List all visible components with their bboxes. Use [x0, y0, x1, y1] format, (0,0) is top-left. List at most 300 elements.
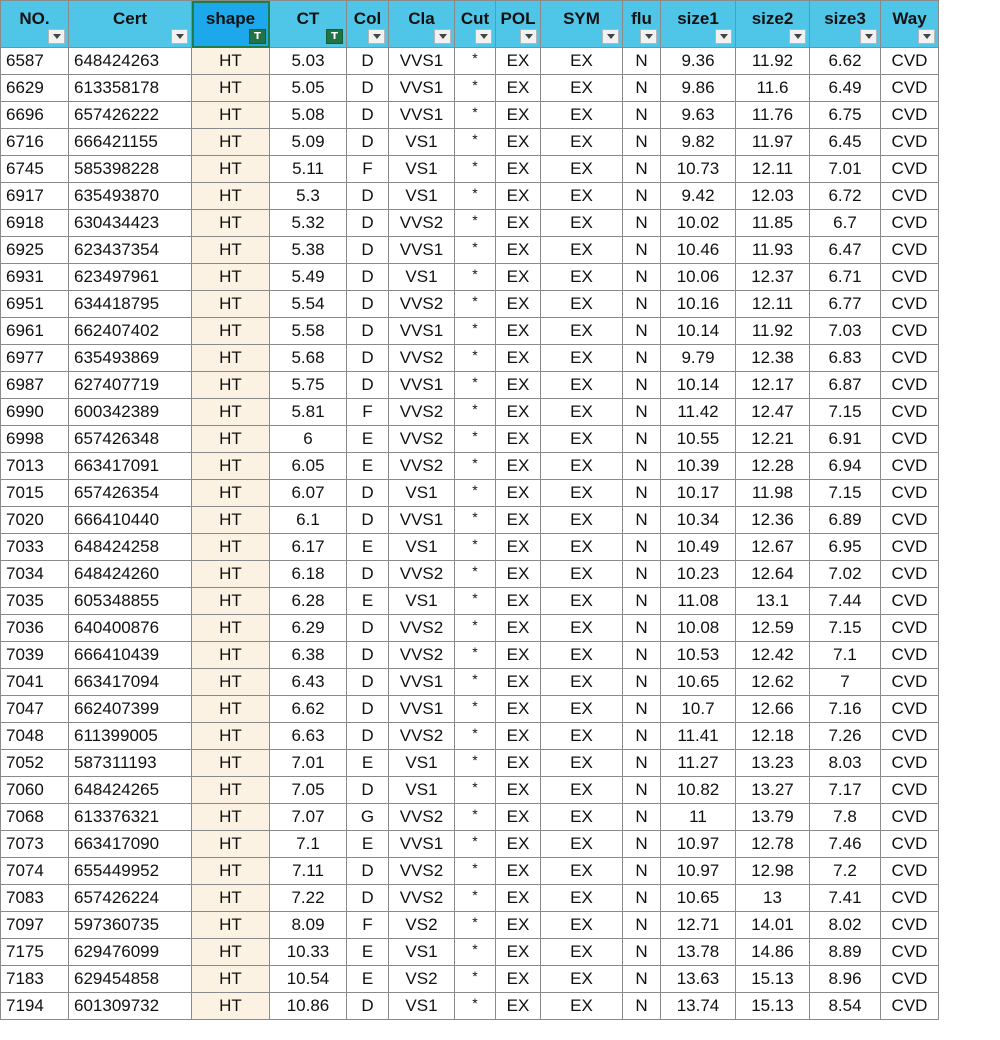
- cell-size1[interactable]: 9.82: [661, 129, 736, 156]
- cell-ct[interactable]: 5.32: [270, 210, 347, 237]
- cell-no[interactable]: 7097: [1, 912, 69, 939]
- cell-cert[interactable]: 666410439: [69, 642, 192, 669]
- cell-ct[interactable]: 10.86: [270, 993, 347, 1020]
- cell-shape[interactable]: HT: [192, 831, 270, 858]
- cell-pol[interactable]: EX: [496, 804, 541, 831]
- cell-cert[interactable]: 630434423: [69, 210, 192, 237]
- cell-pol[interactable]: EX: [496, 48, 541, 75]
- cell-ct[interactable]: 7.11: [270, 858, 347, 885]
- filter-dropdown-button[interactable]: [434, 29, 451, 44]
- cell-cert[interactable]: 613376321: [69, 804, 192, 831]
- cell-size2[interactable]: 12.11: [736, 156, 810, 183]
- cell-size1[interactable]: 9.36: [661, 48, 736, 75]
- cell-sym[interactable]: EX: [541, 912, 623, 939]
- cell-pol[interactable]: EX: [496, 723, 541, 750]
- cell-cla[interactable]: VVS2: [389, 345, 455, 372]
- cell-cert[interactable]: 657426354: [69, 480, 192, 507]
- cell-cut[interactable]: *: [455, 264, 496, 291]
- cell-shape[interactable]: HT: [192, 345, 270, 372]
- cell-sym[interactable]: EX: [541, 237, 623, 264]
- cell-ct[interactable]: 7.1: [270, 831, 347, 858]
- cell-cla[interactable]: VS1: [389, 777, 455, 804]
- column-header-pol[interactable]: [496, 1, 541, 48]
- cell-way[interactable]: CVD: [881, 426, 939, 453]
- cell-shape[interactable]: HT: [192, 615, 270, 642]
- cell-no[interactable]: 6917: [1, 183, 69, 210]
- cell-pol[interactable]: EX: [496, 912, 541, 939]
- cell-pol[interactable]: EX: [496, 237, 541, 264]
- cell-size2[interactable]: 12.37: [736, 264, 810, 291]
- cell-flu[interactable]: N: [623, 156, 661, 183]
- cell-no[interactable]: 6990: [1, 399, 69, 426]
- cell-flu[interactable]: N: [623, 615, 661, 642]
- cell-no[interactable]: 6716: [1, 129, 69, 156]
- cell-size3[interactable]: 8.02: [810, 912, 881, 939]
- cell-cla[interactable]: VVS1: [389, 102, 455, 129]
- cell-size3[interactable]: 6.7: [810, 210, 881, 237]
- cell-way[interactable]: CVD: [881, 453, 939, 480]
- cell-ct[interactable]: 5.09: [270, 129, 347, 156]
- cell-sym[interactable]: EX: [541, 507, 623, 534]
- cell-cut[interactable]: *: [455, 507, 496, 534]
- cell-way[interactable]: CVD: [881, 615, 939, 642]
- cell-shape[interactable]: HT: [192, 534, 270, 561]
- cell-cert[interactable]: 648424260: [69, 561, 192, 588]
- cell-way[interactable]: CVD: [881, 102, 939, 129]
- cell-shape[interactable]: HT: [192, 183, 270, 210]
- cell-size3[interactable]: 7.03: [810, 318, 881, 345]
- cell-ct[interactable]: 5.3: [270, 183, 347, 210]
- cell-size1[interactable]: 10.55: [661, 426, 736, 453]
- cell-size2[interactable]: 14.86: [736, 939, 810, 966]
- cell-sym[interactable]: EX: [541, 723, 623, 750]
- cell-cut[interactable]: *: [455, 237, 496, 264]
- cell-size3[interactable]: 8.89: [810, 939, 881, 966]
- cell-size2[interactable]: 12.62: [736, 669, 810, 696]
- cell-shape[interactable]: HT: [192, 588, 270, 615]
- cell-ct[interactable]: 7.01: [270, 750, 347, 777]
- cell-size1[interactable]: 9.63: [661, 102, 736, 129]
- cell-col[interactable]: D: [347, 318, 389, 345]
- cell-sym[interactable]: EX: [541, 210, 623, 237]
- filter-dropdown-button[interactable]: [640, 29, 657, 44]
- cell-way[interactable]: CVD: [881, 642, 939, 669]
- cell-flu[interactable]: N: [623, 129, 661, 156]
- cell-cla[interactable]: VVS1: [389, 237, 455, 264]
- cell-shape[interactable]: HT: [192, 129, 270, 156]
- cell-size2[interactable]: 12.47: [736, 399, 810, 426]
- cell-way[interactable]: CVD: [881, 723, 939, 750]
- cell-sym[interactable]: EX: [541, 804, 623, 831]
- cell-sym[interactable]: EX: [541, 129, 623, 156]
- cell-cut[interactable]: *: [455, 912, 496, 939]
- filter-dropdown-button[interactable]: [602, 29, 619, 44]
- cell-flu[interactable]: N: [623, 507, 661, 534]
- cell-no[interactable]: 7036: [1, 615, 69, 642]
- cell-col[interactable]: D: [347, 669, 389, 696]
- cell-shape[interactable]: HT: [192, 750, 270, 777]
- cell-no[interactable]: 7039: [1, 642, 69, 669]
- cell-flu[interactable]: N: [623, 345, 661, 372]
- cell-cert[interactable]: 648424258: [69, 534, 192, 561]
- cell-cla[interactable]: VS1: [389, 156, 455, 183]
- cell-sym[interactable]: EX: [541, 615, 623, 642]
- cell-size1[interactable]: 13.78: [661, 939, 736, 966]
- cell-cut[interactable]: *: [455, 345, 496, 372]
- cell-no[interactable]: 7047: [1, 696, 69, 723]
- cell-sym[interactable]: EX: [541, 183, 623, 210]
- cell-no[interactable]: 7074: [1, 858, 69, 885]
- cell-ct[interactable]: 5.03: [270, 48, 347, 75]
- cell-cert[interactable]: 657426224: [69, 885, 192, 912]
- cell-ct[interactable]: 5.68: [270, 345, 347, 372]
- cell-size2[interactable]: 12.42: [736, 642, 810, 669]
- cell-cla[interactable]: VVS2: [389, 804, 455, 831]
- cell-no[interactable]: 6998: [1, 426, 69, 453]
- cell-size2[interactable]: 13.23: [736, 750, 810, 777]
- cell-cla[interactable]: VS1: [389, 129, 455, 156]
- cell-size2[interactable]: 12.66: [736, 696, 810, 723]
- cell-shape[interactable]: HT: [192, 858, 270, 885]
- cell-cla[interactable]: VVS2: [389, 642, 455, 669]
- cell-size1[interactable]: 10.49: [661, 534, 736, 561]
- cell-size3[interactable]: 7.26: [810, 723, 881, 750]
- cell-ct[interactable]: 6: [270, 426, 347, 453]
- cell-pol[interactable]: EX: [496, 399, 541, 426]
- cell-cla[interactable]: VVS2: [389, 453, 455, 480]
- cell-pol[interactable]: EX: [496, 507, 541, 534]
- cell-ct[interactable]: 10.33: [270, 939, 347, 966]
- cell-cla[interactable]: VVS2: [389, 210, 455, 237]
- cell-col[interactable]: E: [347, 831, 389, 858]
- cell-no[interactable]: 7015: [1, 480, 69, 507]
- cell-size1[interactable]: 10.82: [661, 777, 736, 804]
- cell-ct[interactable]: 7.22: [270, 885, 347, 912]
- cell-size1[interactable]: 10.53: [661, 642, 736, 669]
- cell-ct[interactable]: 6.05: [270, 453, 347, 480]
- cell-cut[interactable]: *: [455, 588, 496, 615]
- column-header-sym[interactable]: [541, 1, 623, 48]
- cell-flu[interactable]: N: [623, 210, 661, 237]
- cell-shape[interactable]: HT: [192, 480, 270, 507]
- cell-way[interactable]: CVD: [881, 831, 939, 858]
- cell-way[interactable]: CVD: [881, 480, 939, 507]
- cell-sym[interactable]: EX: [541, 858, 623, 885]
- cell-no[interactable]: 7068: [1, 804, 69, 831]
- cell-sym[interactable]: EX: [541, 696, 623, 723]
- cell-sym[interactable]: EX: [541, 318, 623, 345]
- cell-pol[interactable]: EX: [496, 156, 541, 183]
- cell-sym[interactable]: EX: [541, 534, 623, 561]
- cell-cla[interactable]: VS1: [389, 534, 455, 561]
- cell-pol[interactable]: EX: [496, 831, 541, 858]
- cell-cut[interactable]: *: [455, 750, 496, 777]
- cell-ct[interactable]: 5.75: [270, 372, 347, 399]
- cell-no[interactable]: 7175: [1, 939, 69, 966]
- cell-way[interactable]: CVD: [881, 696, 939, 723]
- cell-size2[interactable]: 12.38: [736, 345, 810, 372]
- cell-way[interactable]: CVD: [881, 858, 939, 885]
- cell-way[interactable]: CVD: [881, 237, 939, 264]
- cell-size3[interactable]: 7.46: [810, 831, 881, 858]
- cell-cla[interactable]: VVS1: [389, 696, 455, 723]
- cell-flu[interactable]: N: [623, 696, 661, 723]
- cell-cut[interactable]: *: [455, 993, 496, 1020]
- cell-cert[interactable]: 601309732: [69, 993, 192, 1020]
- cell-size2[interactable]: 11.92: [736, 318, 810, 345]
- cell-sym[interactable]: EX: [541, 48, 623, 75]
- cell-size3[interactable]: 6.71: [810, 264, 881, 291]
- cell-cut[interactable]: *: [455, 129, 496, 156]
- cell-flu[interactable]: N: [623, 453, 661, 480]
- cell-size2[interactable]: 12.21: [736, 426, 810, 453]
- cell-pol[interactable]: EX: [496, 426, 541, 453]
- cell-no[interactable]: 7041: [1, 669, 69, 696]
- cell-cert[interactable]: 662407399: [69, 696, 192, 723]
- cell-col[interactable]: D: [347, 885, 389, 912]
- cell-flu[interactable]: N: [623, 750, 661, 777]
- cell-flu[interactable]: N: [623, 48, 661, 75]
- cell-cut[interactable]: *: [455, 804, 496, 831]
- cell-size2[interactable]: 11.93: [736, 237, 810, 264]
- cell-size1[interactable]: 12.71: [661, 912, 736, 939]
- cell-size3[interactable]: 7.1: [810, 642, 881, 669]
- cell-size2[interactable]: 11.98: [736, 480, 810, 507]
- cell-size2[interactable]: 13.27: [736, 777, 810, 804]
- cell-size3[interactable]: 7.02: [810, 561, 881, 588]
- filter-dropdown-button[interactable]: [171, 29, 188, 44]
- cell-pol[interactable]: EX: [496, 858, 541, 885]
- cell-flu[interactable]: N: [623, 102, 661, 129]
- cell-cla[interactable]: VVS2: [389, 858, 455, 885]
- cell-sym[interactable]: EX: [541, 426, 623, 453]
- cell-pol[interactable]: EX: [496, 102, 541, 129]
- cell-cla[interactable]: VVS2: [389, 561, 455, 588]
- cell-cut[interactable]: *: [455, 723, 496, 750]
- cell-size2[interactable]: 11.92: [736, 48, 810, 75]
- cell-flu[interactable]: N: [623, 291, 661, 318]
- cell-shape[interactable]: HT: [192, 399, 270, 426]
- cell-col[interactable]: E: [347, 750, 389, 777]
- cell-shape[interactable]: HT: [192, 561, 270, 588]
- cell-pol[interactable]: EX: [496, 264, 541, 291]
- cell-no[interactable]: 6977: [1, 345, 69, 372]
- column-header-cert[interactable]: [69, 1, 192, 48]
- cell-ct[interactable]: 6.1: [270, 507, 347, 534]
- cell-cut[interactable]: *: [455, 183, 496, 210]
- cell-size1[interactable]: 11: [661, 804, 736, 831]
- cell-shape[interactable]: HT: [192, 993, 270, 1020]
- column-header-shape[interactable]: [192, 1, 270, 48]
- cell-col[interactable]: D: [347, 291, 389, 318]
- cell-shape[interactable]: HT: [192, 372, 270, 399]
- cell-shape[interactable]: HT: [192, 264, 270, 291]
- cell-ct[interactable]: 10.54: [270, 966, 347, 993]
- cell-no[interactable]: 6587: [1, 48, 69, 75]
- cell-size2[interactable]: 12.59: [736, 615, 810, 642]
- cell-ct[interactable]: 5.38: [270, 237, 347, 264]
- cell-cert[interactable]: 605348855: [69, 588, 192, 615]
- cell-cla[interactable]: VS1: [389, 588, 455, 615]
- cell-col[interactable]: E: [347, 426, 389, 453]
- cell-size2[interactable]: 12.17: [736, 372, 810, 399]
- cell-size1[interactable]: 10.16: [661, 291, 736, 318]
- cell-cut[interactable]: *: [455, 642, 496, 669]
- cell-way[interactable]: CVD: [881, 372, 939, 399]
- cell-cla[interactable]: VVS2: [389, 615, 455, 642]
- cell-size1[interactable]: 11.41: [661, 723, 736, 750]
- cell-size3[interactable]: 6.77: [810, 291, 881, 318]
- cell-sym[interactable]: EX: [541, 102, 623, 129]
- cell-flu[interactable]: N: [623, 804, 661, 831]
- cell-shape[interactable]: HT: [192, 642, 270, 669]
- cell-shape[interactable]: HT: [192, 885, 270, 912]
- cell-cla[interactable]: VVS2: [389, 291, 455, 318]
- cell-col[interactable]: D: [347, 642, 389, 669]
- cell-sym[interactable]: EX: [541, 939, 623, 966]
- cell-col[interactable]: D: [347, 696, 389, 723]
- cell-pol[interactable]: EX: [496, 129, 541, 156]
- cell-pol[interactable]: EX: [496, 183, 541, 210]
- cell-size3[interactable]: 6.47: [810, 237, 881, 264]
- cell-cert[interactable]: 648424265: [69, 777, 192, 804]
- cell-sym[interactable]: EX: [541, 669, 623, 696]
- cell-size3[interactable]: 6.87: [810, 372, 881, 399]
- cell-no[interactable]: 6918: [1, 210, 69, 237]
- cell-size2[interactable]: 12.78: [736, 831, 810, 858]
- column-header-cla[interactable]: [389, 1, 455, 48]
- cell-col[interactable]: E: [347, 588, 389, 615]
- cell-way[interactable]: CVD: [881, 291, 939, 318]
- cell-col[interactable]: E: [347, 534, 389, 561]
- cell-cla[interactable]: VVS1: [389, 507, 455, 534]
- cell-ct[interactable]: 5.05: [270, 75, 347, 102]
- cell-flu[interactable]: N: [623, 723, 661, 750]
- cell-flu[interactable]: N: [623, 480, 661, 507]
- cell-no[interactable]: 7033: [1, 534, 69, 561]
- cell-ct[interactable]: 6.28: [270, 588, 347, 615]
- cell-col[interactable]: D: [347, 102, 389, 129]
- cell-size1[interactable]: 10.02: [661, 210, 736, 237]
- cell-no[interactable]: 7048: [1, 723, 69, 750]
- cell-flu[interactable]: N: [623, 939, 661, 966]
- cell-shape[interactable]: HT: [192, 102, 270, 129]
- cell-shape[interactable]: HT: [192, 48, 270, 75]
- cell-size1[interactable]: 10.14: [661, 318, 736, 345]
- cell-cut[interactable]: *: [455, 939, 496, 966]
- cell-size1[interactable]: 10.06: [661, 264, 736, 291]
- cell-size2[interactable]: 12.64: [736, 561, 810, 588]
- cell-no[interactable]: 6696: [1, 102, 69, 129]
- cell-size1[interactable]: 10.39: [661, 453, 736, 480]
- cell-size1[interactable]: 10.7: [661, 696, 736, 723]
- cell-sym[interactable]: EX: [541, 453, 623, 480]
- cell-col[interactable]: F: [347, 912, 389, 939]
- column-header-size1[interactable]: [661, 1, 736, 48]
- cell-size3[interactable]: 8.54: [810, 993, 881, 1020]
- cell-no[interactable]: 6931: [1, 264, 69, 291]
- cell-ct[interactable]: 6.62: [270, 696, 347, 723]
- cell-size3[interactable]: 7.44: [810, 588, 881, 615]
- cell-way[interactable]: CVD: [881, 534, 939, 561]
- cell-col[interactable]: D: [347, 615, 389, 642]
- cell-size2[interactable]: 15.13: [736, 993, 810, 1020]
- cell-size1[interactable]: 10.73: [661, 156, 736, 183]
- cell-cert[interactable]: 640400876: [69, 615, 192, 642]
- cell-cut[interactable]: *: [455, 291, 496, 318]
- cell-cert[interactable]: 634418795: [69, 291, 192, 318]
- cell-cla[interactable]: VVS1: [389, 831, 455, 858]
- cell-way[interactable]: CVD: [881, 399, 939, 426]
- cell-cla[interactable]: VVS2: [389, 426, 455, 453]
- cell-shape[interactable]: HT: [192, 318, 270, 345]
- cell-flu[interactable]: N: [623, 426, 661, 453]
- cell-size3[interactable]: 7: [810, 669, 881, 696]
- cell-sym[interactable]: EX: [541, 291, 623, 318]
- cell-size2[interactable]: 12.67: [736, 534, 810, 561]
- filter-dropdown-button[interactable]: [918, 29, 935, 44]
- cell-col[interactable]: F: [347, 156, 389, 183]
- cell-size1[interactable]: 10.08: [661, 615, 736, 642]
- cell-shape[interactable]: HT: [192, 507, 270, 534]
- cell-no[interactable]: 7194: [1, 993, 69, 1020]
- cell-sym[interactable]: EX: [541, 480, 623, 507]
- cell-size1[interactable]: 10.97: [661, 831, 736, 858]
- cell-cert[interactable]: 613358178: [69, 75, 192, 102]
- cell-shape[interactable]: HT: [192, 426, 270, 453]
- cell-col[interactable]: D: [347, 777, 389, 804]
- cell-pol[interactable]: EX: [496, 696, 541, 723]
- cell-flu[interactable]: N: [623, 264, 661, 291]
- cell-way[interactable]: CVD: [881, 345, 939, 372]
- cell-cert[interactable]: 611399005: [69, 723, 192, 750]
- cell-pol[interactable]: EX: [496, 669, 541, 696]
- cell-col[interactable]: F: [347, 399, 389, 426]
- cell-sym[interactable]: EX: [541, 750, 623, 777]
- cell-flu[interactable]: N: [623, 372, 661, 399]
- cell-sym[interactable]: EX: [541, 777, 623, 804]
- cell-ct[interactable]: 6.38: [270, 642, 347, 669]
- cell-cert[interactable]: 623497961: [69, 264, 192, 291]
- cell-cert[interactable]: 666410440: [69, 507, 192, 534]
- cell-cla[interactable]: VVS1: [389, 372, 455, 399]
- cell-way[interactable]: CVD: [881, 939, 939, 966]
- cell-way[interactable]: CVD: [881, 588, 939, 615]
- column-header-ct[interactable]: [270, 1, 347, 48]
- filter-active-button[interactable]: [326, 29, 343, 44]
- cell-cert[interactable]: 662407402: [69, 318, 192, 345]
- cell-size2[interactable]: 12.36: [736, 507, 810, 534]
- cell-no[interactable]: 7052: [1, 750, 69, 777]
- cell-size3[interactable]: 7.15: [810, 399, 881, 426]
- cell-cut[interactable]: *: [455, 318, 496, 345]
- column-header-size2[interactable]: [736, 1, 810, 48]
- cell-ct[interactable]: 5.81: [270, 399, 347, 426]
- column-header-size3[interactable]: [810, 1, 881, 48]
- cell-size2[interactable]: 12.11: [736, 291, 810, 318]
- filter-dropdown-button[interactable]: [368, 29, 385, 44]
- cell-ct[interactable]: 6.07: [270, 480, 347, 507]
- cell-shape[interactable]: HT: [192, 777, 270, 804]
- cell-sym[interactable]: EX: [541, 264, 623, 291]
- cell-cert[interactable]: 585398228: [69, 156, 192, 183]
- cell-cert[interactable]: 629454858: [69, 966, 192, 993]
- cell-col[interactable]: D: [347, 48, 389, 75]
- filter-dropdown-button[interactable]: [789, 29, 806, 44]
- cell-pol[interactable]: EX: [496, 750, 541, 777]
- cell-sym[interactable]: EX: [541, 399, 623, 426]
- cell-flu[interactable]: N: [623, 831, 661, 858]
